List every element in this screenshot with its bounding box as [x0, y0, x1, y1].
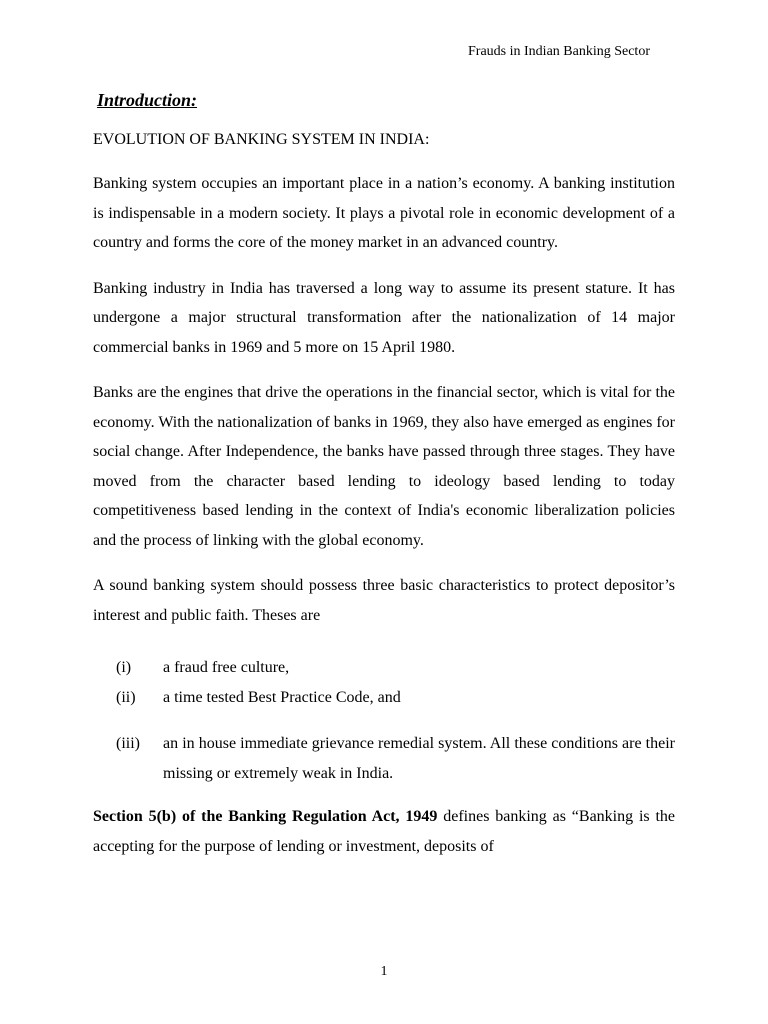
paragraph-1: Banking system occupies an important place in a nation’s economy. A banking institution is indispensable in a modern society. It plays a pivotal role in economic development of a country and forms the core of the money market in an advanced country.: [93, 175, 675, 251]
section-subheading: EVOLUTION OF BANKING SYSTEM IN INDIA:: [93, 131, 430, 148]
list-item-number: (ii): [116, 688, 136, 706]
running-header: Frauds in Indian Banking Sector: [468, 44, 650, 59]
paragraph-3: Banks are the engines that drive the operations in the financial sector, which is vital for the economy. With the nationalization of banks in 1969, they also have emerged as engines for social change. After Independence, the banks have passed through three stages. They have moved from the character based lending to ideology based lending to today competitiveness based lending in the context of India's economic liberalization policies and the process of linking with the global economy.: [93, 384, 675, 549]
list-item-text: a fraud free culture,: [163, 659, 290, 676]
list-item: [93, 683, 675, 713]
act-citation: Section 5(b) of the Banking Regulation Act, 1949: [93, 808, 438, 825]
paragraph-2: Banking industry in India has traversed a long way to assume its present stature. It has undergone a major structural transformation after the nationalization of 14 major commercial banks in 1969 and 5 more on 15 April 1980.: [93, 279, 675, 356]
section-heading: Introduction:: [97, 90, 198, 110]
paragraph-5: [93, 802, 675, 861]
paragraph-4: A sound banking system should possess three basic characteristics to protect depositor’s interest and public faith. Theses are: [93, 577, 675, 624]
list-item: [93, 653, 675, 683]
characteristics-list: [93, 653, 675, 788]
list-item: [93, 729, 675, 788]
list-item-number: (iii): [116, 735, 140, 752]
list-item-text: a time tested Best Practice Code, and: [163, 688, 401, 706]
list-item-number: (i): [116, 659, 132, 676]
page-number: 1: [380, 964, 388, 979]
list-item-text: an in house immediate grievance remedial system. All these conditions are their missing or extremely weak in India.: [163, 735, 675, 782]
document-body: [93, 86, 675, 861]
definition-text: defines banking as “Banking is the accepting for the purpose of lending or investment, deposits of: [93, 808, 675, 855]
